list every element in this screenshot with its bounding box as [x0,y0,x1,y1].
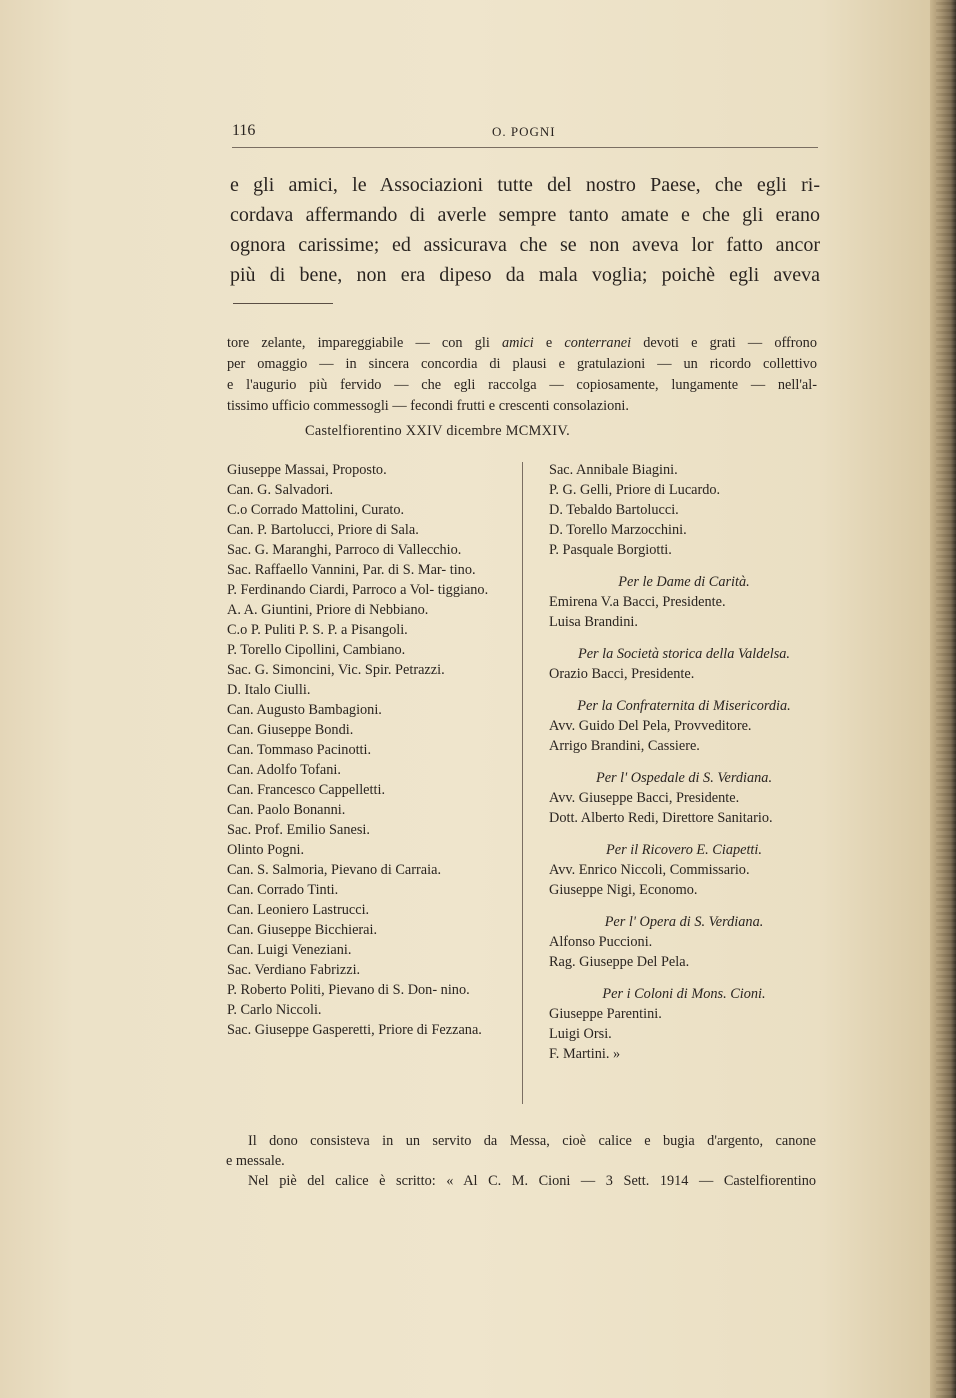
dateline: Castelfiorentino XXIV dicembre MCMXIV. [305,423,571,439]
body-line: più di bene, non era dipeso da mala voglia; poichè egli aveva [230,264,820,286]
column-divider [522,462,523,1104]
signatory: Sac. G. Maranghi, Parroco di Vallecchio. [227,542,462,558]
signatory: Sac. G. Simoncini, Vic. Spir. Petrazzi. [227,662,445,678]
signatory: Can. P. Bartolucci, Priore di Sala. [227,522,419,538]
signatory: P. Torello Cipollini, Cambiano. [227,642,406,658]
signatory: Can. Paolo Bonanni. [227,802,346,818]
signatory: Can. Leoniero Lastrucci. [227,902,370,918]
body-line: ognora carissime; ed assicurava che se non aveva lor fatto ancor [230,234,820,256]
body-paragraph [230,170,820,290]
signatories-left-column [227,460,499,1040]
signatory: A. A. Giuntini, Priore di Nebbiano. [227,602,429,618]
signatory: Can. Augusto Bambagioni. [227,702,382,718]
group-heading: Per la Confraternita di Misericordia. [577,698,791,714]
header-rule [232,147,818,148]
signatory: Can. Giuseppe Bondi. [227,722,354,738]
note-line: per omaggio — in sincera concordia di plausi e gratulazioni — un ricordo collettivo [227,356,817,372]
signatory: P. Carlo Niccoli. [227,1002,322,1018]
group-heading: Per le Dame di Carità. [618,574,750,590]
signatory: D. Tebaldo Bartolucci. [549,502,679,518]
signatory: P. Ferdinando Ciardi, Parroco a Vol- tiggiano. [227,582,489,598]
note-line: tore zelante, impareggiabile — con gli amici e conterranei devoti e grati — offrono [227,335,817,351]
signatory: Emirena V.a Bacci, Presidente. [549,594,726,610]
signatory: Can. Giuseppe Bicchierai. [227,922,378,938]
signatory: Can. S. Salmoria, Pievano di Carraia. [227,862,442,878]
footnote-separator [233,303,333,304]
closing-line: Il dono consisteva in un servito da Messa, cioè calice e bugia d'argento, canone [248,1133,816,1149]
signatory: P. Roberto Politi, Pievano di S. Don- nino. [227,982,470,998]
signatory: C.o P. Puliti P. S. P. a Pisangoli. [227,622,408,638]
signatory: Giuseppe Nigi, Economo. [549,882,698,898]
note-line: e l'augurio più fervido — che egli raccolga — copiosamente, lungamente — nell'al- [227,377,817,393]
group-heading: Per l' Ospedale di S. Verdiana. [595,770,773,786]
group-heading: Per la Società storica della Valdelsa. [577,646,791,662]
signatory: P. G. Gelli, Priore di Lucardo. [549,482,721,498]
signatory: C.o Corrado Mattolini, Curato. [227,502,405,518]
signatory: Can. G. Salvadori. [227,482,334,498]
signatory: Olinto Pogni. [227,842,305,858]
note-line: tissimo ufficio commessogli — fecondi frutti e crescenti consolazioni. [227,398,629,414]
signatory: Can. Francesco Cappelletti. [227,782,386,798]
signatory: Sac. Raffaello Vannini, Par. di S. Mar- tino. [227,562,476,578]
signatory: Giuseppe Parentini. [549,1006,662,1022]
signatory: Can. Corrado Tinti. [227,882,339,898]
signatory: Arrigo Brandini, Cassiere. [549,738,700,754]
signatory: Dott. Alberto Redi, Direttore Sanitario. [549,810,773,826]
signatory: F. Martini. » [549,1046,621,1062]
signatory: Sac. Verdiano Fabrizzi. [227,962,361,978]
group-heading: Per il Ricovero E. Ciapetti. [606,842,762,858]
signatory: Can. Adolfo Tofani. [227,762,341,778]
page-number: 116 [232,122,256,139]
signatory: Luisa Brandini. [549,614,638,630]
signatory: Rag. Giuseppe Del Pela. [549,954,690,970]
group-heading: Per l' Opera di S. Verdiana. [604,914,764,930]
body-line: cordava affermando di averle sempre tanto amate e che gli erano [230,204,820,226]
closing-line: Nel piè del calice è scritto: « Al C. M. Cioni — 3 Sett. 1914 — Castelfiorentino [248,1173,816,1189]
signatories-right-column [549,460,819,1064]
signatory: Can. Tommaso Pacinotti. [227,742,372,758]
closing-paragraph [226,1131,816,1191]
signatory: Can. Luigi Veneziani. [227,942,352,958]
group-heading: Per i Coloni di Mons. Cioni. [602,986,766,1002]
signatory: Sac. Giuseppe Gasperetti, Priore di Fezzana. [227,1022,482,1038]
signatory: D. Italo Ciulli. [227,682,311,698]
signatory: Avv. Enrico Niccoli, Commissario. [549,862,750,878]
signatory: Alfonso Puccioni. [549,934,653,950]
signatory: Giuseppe Massai, Proposto. [227,462,387,478]
page-header [232,122,818,142]
signatory: Avv. Guido Del Pela, Provveditore. [549,718,752,734]
running-head: O. POGNI [492,124,556,139]
page-edge-shadow [936,0,956,1398]
signatory: Sac. Annibale Biagini. [549,462,678,478]
signatory: Sac. Prof. Emilio Sanesi. [227,822,370,838]
signatory: Orazio Bacci, Presidente. [549,666,695,682]
signatory: P. Pasquale Borgiotti. [549,542,672,558]
signatory: Avv. Giuseppe Bacci, Presidente. [549,790,740,806]
footnote-text [227,333,817,417]
signatory: D. Torello Marzocchini. [549,522,687,538]
body-line: e gli amici, le Associazioni tutte del nostro Paese, che egli ri- [230,174,820,196]
closing-line: e messale. [226,1153,285,1169]
signatory: Luigi Orsi. [549,1026,612,1042]
